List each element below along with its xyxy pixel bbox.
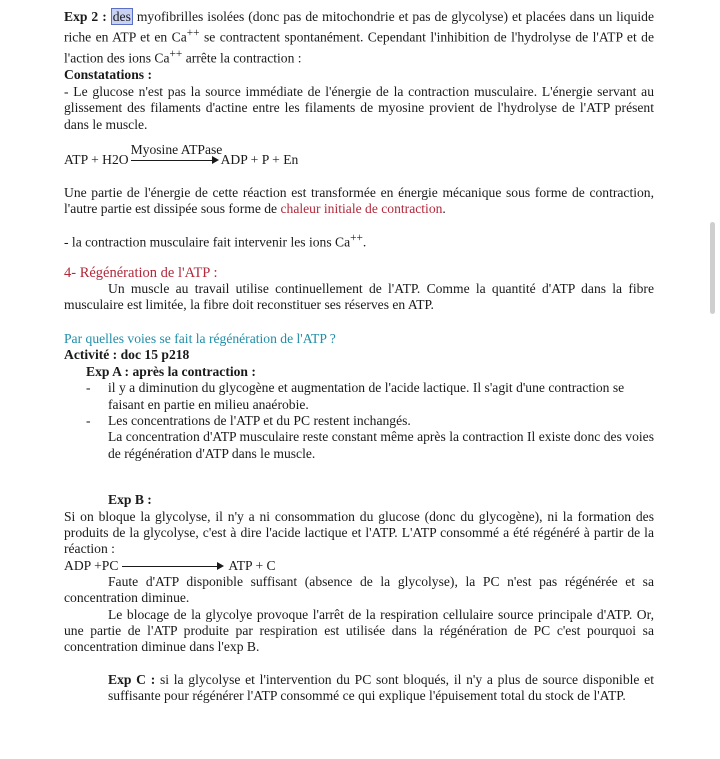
- section-4-title: 4- Régénération de l'ATP :: [64, 264, 218, 281]
- arrow-label: Myosine ATPase: [130, 141, 223, 157]
- exp2-text-2: se contractent spontanément. Cependant l'inhibition de l'hydrolyse de l'ATP et de l'action des ions Ca: [64, 29, 654, 66]
- constatations-title-text: Constatations :: [64, 67, 152, 83]
- para2-text: Une partie de l'énergie de cette réaction est transformée en énergie mécanique sous forme de contraction, l'autre partie est dissipée sous forme de: [64, 184, 654, 217]
- constatations-para-1: - Le glucose n'est pas la source immédiate de l'énergie de la contraction musculaire. L'énergie servant au glissement des filaments d'actine entre les filaments de myosine provient de l'hydrolyse de l'ATP présent dans le muscle.: [64, 83, 654, 132]
- exp-b-para-2: Faute d'ATP disponible suffisant (absence de la glycolyse), la PC n'est pas régénérée et sa concentration diminue.: [64, 573, 654, 606]
- exp-a-conclusion: La concentration d'ATP musculaire reste constant même après la contraction Il existe donc des voies de régénération d'ATP dans le muscle.: [108, 429, 654, 461]
- exp2-text-1: myofibrilles isolées (donc pas de mitochondrie et pas de glycolyse) et placées dans un liquide riche en ATP et en Ca: [64, 9, 654, 45]
- exp2-sup-2: ++: [169, 48, 183, 61]
- constatations-title: [64, 67, 654, 83]
- equation-left: ATP + H2O: [64, 151, 129, 167]
- activite-text: Activité : doc 15 p218: [64, 347, 190, 363]
- constatations-para-2: [64, 185, 654, 218]
- arrow-line: [131, 160, 213, 161]
- exp-a-title-text: Exp A : après la contraction :: [86, 363, 256, 379]
- equation-right: ATP + C: [228, 557, 276, 573]
- exp2-paragraph: [64, 9, 654, 67]
- equation-right: ADP + P + En: [220, 151, 299, 167]
- exp-c-paragraph: [64, 672, 654, 705]
- exp-b-title: [64, 492, 654, 508]
- exp-b-title-text: Exp B :: [108, 492, 152, 508]
- para3-text: - la contraction musculaire fait intervenir les ions Ca: [64, 234, 351, 250]
- bullet-text: il y a diminution du glycogène et augmentation de l'acide lactique. Il s'agit d'une contraction se faisant en partie en milieu anaérobie.: [108, 380, 625, 412]
- bullet-dash: -: [86, 412, 91, 428]
- question-heading: Par quelles voies se fait la régénération de l'ATP ?: [64, 330, 336, 346]
- exp2-text-3: arrête la contraction :: [182, 50, 302, 66]
- exp-c-label: Exp C :: [108, 671, 156, 687]
- para3-end: .: [362, 234, 367, 250]
- list-item: [64, 413, 654, 429]
- exp-a-title: [64, 364, 654, 380]
- reaction-arrow: [122, 561, 224, 571]
- highlighted-word[interactable]: des: [112, 9, 131, 24]
- exp2-label: Exp 2 :: [64, 9, 107, 24]
- activite-heading: [64, 347, 654, 363]
- pc-equation: [64, 558, 654, 574]
- bullet-dash: -: [86, 380, 91, 396]
- exp2-sup-1: ++: [186, 27, 200, 40]
- exp-c-text: si la glycolyse et l'intervention du PC sont bloqués, il n'y a plus de source disponible et suffisante pour régénérer l'ATP consommé ce qui explique l'épuisement total du stock de l'ATP.: [108, 671, 654, 704]
- arrow-head-icon: [212, 156, 219, 164]
- list-item: [64, 380, 654, 413]
- para2-red-text: chaleur initiale de contraction: [280, 201, 443, 217]
- arrow-line: [122, 566, 218, 567]
- equation-left: ADP +PC: [64, 557, 119, 573]
- atp-hydrolysis-equation: [64, 142, 654, 168]
- reaction-arrow: [130, 141, 223, 168]
- scrollbar-thumb[interactable]: [710, 222, 715, 314]
- arrow-head-icon: [217, 562, 224, 570]
- constatations-para-3: [64, 230, 654, 251]
- section-4-para: Un muscle au travail utilise continuellement de l'ATP. Comme la quantité d'ATP dans la fibre musculaire est limitée, la fibre doit reconstituer ses réserves en ATP.: [64, 281, 654, 313]
- document-page: [64, 9, 654, 705]
- bullet-text: Les concentrations de l'ATP et du PC restent inchangés.: [108, 412, 411, 428]
- exp-b-para-1: Si on bloque la glycolyse, il n'y a ni consommation du glucose (donc du glycogène), ni la formation des produits de la glycolyse, c'est à dire l'acide lactique et l'ATP. L'ATP consommé a été régénéré à partir de la réaction :: [64, 508, 654, 557]
- para2-end: .: [442, 201, 446, 217]
- exp-b-para-3: Le blocage de la glycolye provoque l'arrêt de la respiration cellulaire source principale d'ATP. Or, une partie de l'ATP produite par respiration est utilisée dans la régénération de PC c'est pourquoi sa concentration diminue dans l'exp B.: [64, 606, 654, 655]
- para3-sup: ++: [350, 231, 363, 244]
